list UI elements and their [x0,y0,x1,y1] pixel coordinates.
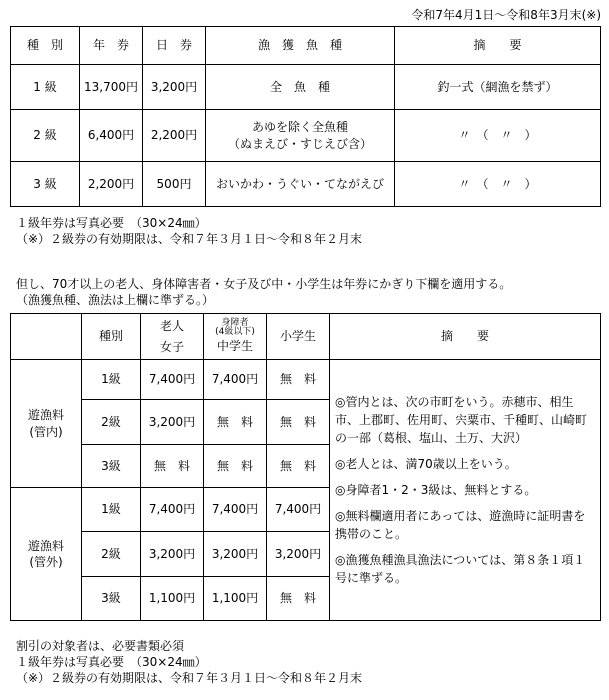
table-row [11,162,601,207]
header-annual: 年 券 [80,27,143,65]
cell-class: 1級 [82,488,141,532]
note-photo: １級年券は写真必要 （30×24㎜） [16,655,207,669]
cell-fee: 7,400円 [204,488,267,532]
cell-fee: 1,100円 [141,577,204,621]
note-validity: （※）２級券の有効期限は、令和７年３月１日～令和８年２月末 [16,671,363,685]
cell-fee: 無 料 [267,445,330,488]
header-disabled-grade: (4級以下) [215,327,255,338]
header-elementary: 小学生 [267,314,330,360]
header-disabled-junior [204,314,267,360]
cell-fee: 3,200円 [267,532,330,577]
cell-fee: 無 料 [141,445,204,488]
cell-class: 3級 [82,445,141,488]
remarks-cell [330,360,601,621]
cell-annual: 2,200円 [80,162,143,207]
table-row [11,110,601,162]
cell-class: 2級 [82,532,141,577]
remark-item: ◎漁獲魚種漁具漁法については、第８条１項１号に準ずる。 [335,553,586,585]
cell-daily: 500円 [143,162,206,207]
cell-class: 2級 [82,400,141,445]
header-elderly-women [141,314,204,360]
intro-line: 但し、70才以上の老人、身体障害者・女子及び中・小学生は年券にかぎり下欄を適用する。 [16,277,512,291]
cell-species: 全 魚 種 [206,65,395,110]
cell-fee: 無 料 [267,360,330,400]
note-discount-docs: 割引の対象者は、必要書類必須 [16,639,185,653]
group-label-inside [11,360,82,488]
header-blank [11,314,82,360]
cell-fee: 3,200円 [204,532,267,577]
cell-annual: 13,700円 [80,65,143,110]
header-women: 女子 [159,339,184,354]
cell-annual: 6,400円 [80,110,143,162]
fee-table-discount [10,313,601,621]
header-class: 種別 [82,314,141,360]
fee-table-general [10,26,601,207]
note-photo: １級年券は写真必要 （30×24㎜） [16,216,207,230]
group-label-outside [11,488,82,621]
note-validity: （※）２級券の有効期限は、令和７年３月１日～令和８年２月末 [16,232,363,246]
cell-fee: 3,200円 [141,532,204,577]
cell-fee: 3,200円 [141,400,204,445]
intro-line: （漁獲魚種、漁法は上欄に準ずる。） [16,293,215,307]
cell-fee: 無 料 [267,577,330,621]
group-label-line: (管内) [29,424,63,439]
cell-fee: 無 料 [204,400,267,445]
cell-remarks: 釣一式（網漁を禁ず） [395,65,601,110]
cell-fee: 7,400円 [141,488,204,532]
header-remarks: 摘 要 [395,27,601,65]
table-row [11,65,601,110]
header-daily: 日 券 [143,27,206,65]
header-junior-high: 中学生 [216,338,253,353]
group-label-line: (管外) [29,555,63,569]
remark-item: ◎管内とは、次の市町をいう。赤穂市、相生市、上郡町、佐用町、宍粟市、千種町、山崎町の一部（葛根、塩山、土万、大沢） [335,395,588,445]
remark-item: ◎老人とは、満70歳以上をいう。 [335,457,517,471]
cell-remarks: 〃 （ 〃 ） [395,162,601,207]
cell-species [206,110,395,162]
group-label-line: 遊漁料 [27,538,64,553]
cell-remarks: 〃 （ 〃 ） [395,110,601,162]
species-line: （ぬまえび・すじえび含） [227,136,372,151]
date-range: 令和7年4月1日～令和8年3月末(※) [411,8,601,22]
cell-class: 3級 [82,577,141,621]
cell-species: おいかわ・うぐい・てながえび [206,162,395,207]
header-disabled: 身障者 [221,317,249,328]
remark-item: ◎無料欄適用者にあっては、遊漁時に証明書を携帯のこと。 [335,509,586,541]
header-elderly: 老人 [159,319,184,334]
cell-daily: 2,200円 [143,110,206,162]
header-remarks: 摘 要 [330,314,601,360]
cell-fee: 無 料 [267,400,330,445]
cell-fee: 無 料 [204,445,267,488]
species-line: あゆを除く全魚種 [251,120,348,135]
cell-fee: 7,400円 [141,360,204,400]
header-class: 種 別 [11,27,80,65]
cell-fee: 7,400円 [204,360,267,400]
cell-class: 2 級 [11,110,80,162]
cell-class: 3 級 [11,162,80,207]
cell-class: 1 級 [11,65,80,110]
header-fish-species: 漁 獲 魚 種 [206,27,395,65]
cell-daily: 3,200円 [143,65,206,110]
group-label-line: 遊漁料 [27,408,64,423]
table-row [11,360,601,400]
cell-class: 1級 [82,360,141,400]
remark-item: ◎身障者1・2・3級は、無料とする。 [335,483,537,497]
cell-fee: 1,100円 [204,577,267,621]
cell-fee: 7,400円 [267,488,330,532]
